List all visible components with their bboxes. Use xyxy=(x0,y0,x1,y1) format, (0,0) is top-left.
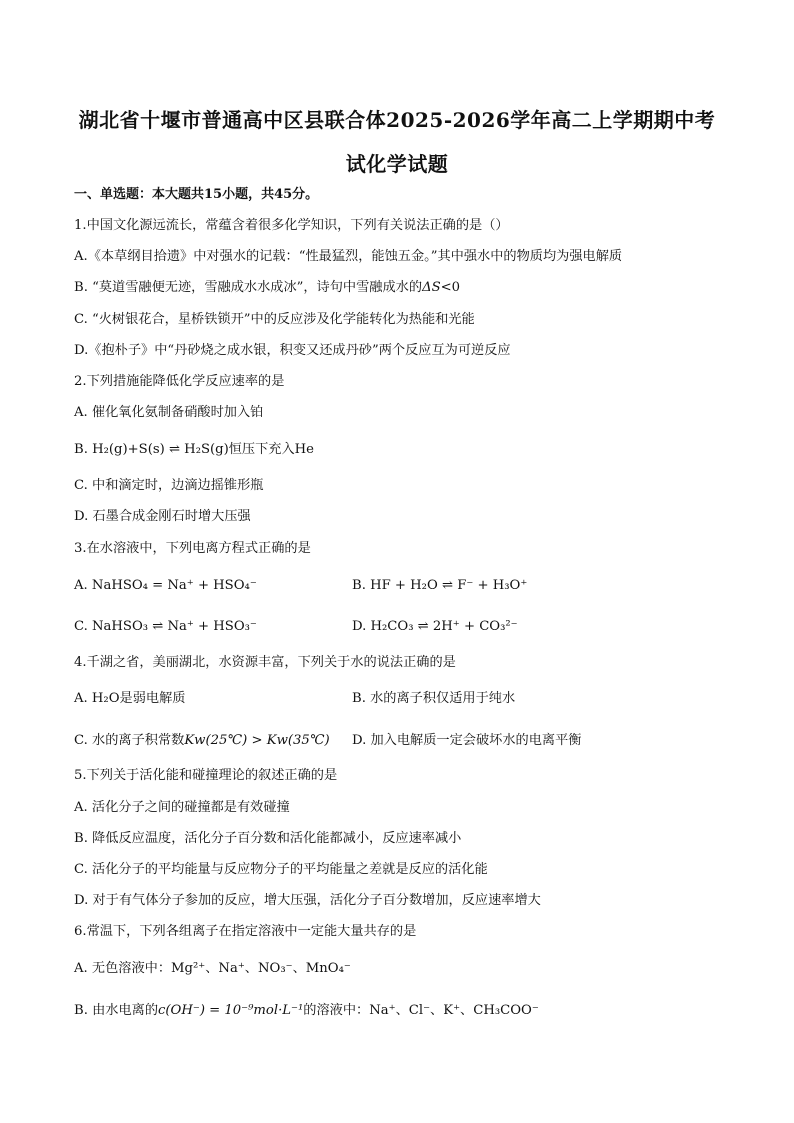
question-5-option-d: D. 对于有气体分子参加的反应，增大压强，活化分子百分数增加，反应速率增大 xyxy=(74,893,541,908)
question-2-option-b: B. H₂(g)+S(s) ⇌ H₂S(g)恒压下充入He xyxy=(74,442,314,457)
equation: Kw(25℃) > Kw(35℃) xyxy=(184,733,330,748)
question-3-stem: 3.在水溶液中，下列电离方程式正确的是 xyxy=(74,541,311,556)
question-2-option-d: D. 石墨合成金刚石时增大压强 xyxy=(74,509,251,524)
question-3-option-c: C. NaHSO₃ ⇌ Na⁺ + HSO₃⁻ xyxy=(74,619,257,634)
question-4-option-c: C. 水的离子积常数Kw(25℃) > Kw(35℃) xyxy=(74,733,330,748)
question-2-option-a: A. 催化氧化氨制备硝酸时加入铂 xyxy=(74,405,264,420)
question-6-option-a: A. 无色溶液中：Mg²⁺、Na⁺、NO₃⁻、MnO₄⁻ xyxy=(74,961,351,976)
question-3-option-d: D. H₂CO₃ ⇌ 2H⁺ + CO₃²⁻ xyxy=(352,619,518,634)
question-1-stem: 1.中国文化源远流长，常蕴含着很多化学知识，下列有关说法正确的是（） xyxy=(74,218,509,233)
question-4-stem: 4.千湖之省，美丽湖北，水资源丰富，下列关于水的说法正确的是 xyxy=(74,655,456,670)
question-5-option-c: C. 活化分子的平均能量与反应物分子的平均能量之差就是反应的活化能 xyxy=(74,862,488,877)
ion-list: Mg²⁺、Na⁺、NO₃⁻、MnO₄⁻ xyxy=(171,961,351,976)
question-1-option-b: B. “莫道雪融便无迹，雪融成水水成冰”，诗句中雪融成水的ΔS<0 xyxy=(74,280,461,295)
question-1-option-d: D.《抱朴子》中“丹砂烧之成水银，积变又还成丹砂”两个反应互为可逆反应 xyxy=(74,343,511,358)
equation: c(OH⁻) = 10⁻⁹mol·L⁻¹ xyxy=(158,1003,304,1018)
equation: H₂CO₃ ⇌ 2H⁺ + CO₃²⁻ xyxy=(370,619,518,634)
equation: NaHSO₄ = Na⁺ + HSO₄⁻ xyxy=(91,578,257,593)
question-4-option-b: B. 水的离子积仅适用于纯水 xyxy=(352,691,516,706)
formula: H₂O xyxy=(91,691,120,706)
question-3-option-b: B. HF + H₂O ⇌ F⁻ + H₃O⁺ xyxy=(352,578,528,593)
ion-list: Na⁺、Cl⁻、K⁺、CH₃COO⁻ xyxy=(369,1003,539,1018)
question-1-option-a: A.《本草纲目拾遗》中对强水的记载：“性最猛烈，能蚀五金。”其中强水中的物质均为强电解质 xyxy=(74,249,623,264)
equation: H₂(g)+S(s) ⇌ H₂S(g) xyxy=(92,442,229,457)
question-6-option-b: B. 由水电离的c(OH⁻) = 10⁻⁹mol·L⁻¹的溶液中：Na⁺、Cl⁻、K⁺、CH₃COO⁻ xyxy=(74,1003,539,1018)
question-2-option-c: C. 中和滴定时，边滴边摇锥形瓶 xyxy=(74,478,264,493)
question-6-stem: 6.常温下，下列各组离子在指定溶液中一定能大量共存的是 xyxy=(74,924,417,939)
document-title: 湖北省十堰市普通高中区县联合体2025-2026学年高二上学期期中考 xyxy=(78,108,716,132)
question-5-stem: 5.下列关于活化能和碰撞理论的叙述正确的是 xyxy=(74,768,338,783)
question-2-stem: 2.下列措施能降低化学反应速率的是 xyxy=(74,374,285,389)
section-heading: 一、单选题：本大题共15小题，共45分。 xyxy=(74,187,319,202)
question-3-option-a: A. NaHSO₄ = Na⁺ + HSO₄⁻ xyxy=(74,578,257,593)
question-4-option-a: A. H₂O是弱电解质 xyxy=(74,691,186,706)
document-title-continued: 试化学试题 xyxy=(345,152,449,176)
equation: NaHSO₃ ⇌ Na⁺ + HSO₃⁻ xyxy=(92,619,257,634)
question-5-option-a: A. 活化分子之间的碰撞都是有效碰撞 xyxy=(74,800,290,815)
question-1-option-c: C. “火树银花合，星桥铁锁开”中的反应涉及化学能转化为热能和光能 xyxy=(74,312,475,327)
question-4-option-d: D. 加入电解质一定会破坏水的电离平衡 xyxy=(352,733,582,748)
equation: HF + H₂O ⇌ F⁻ + H₃O⁺ xyxy=(370,578,528,593)
question-5-option-b: B. 降低反应温度，活化分子百分数和活化能都减小，反应速率减小 xyxy=(74,831,462,846)
